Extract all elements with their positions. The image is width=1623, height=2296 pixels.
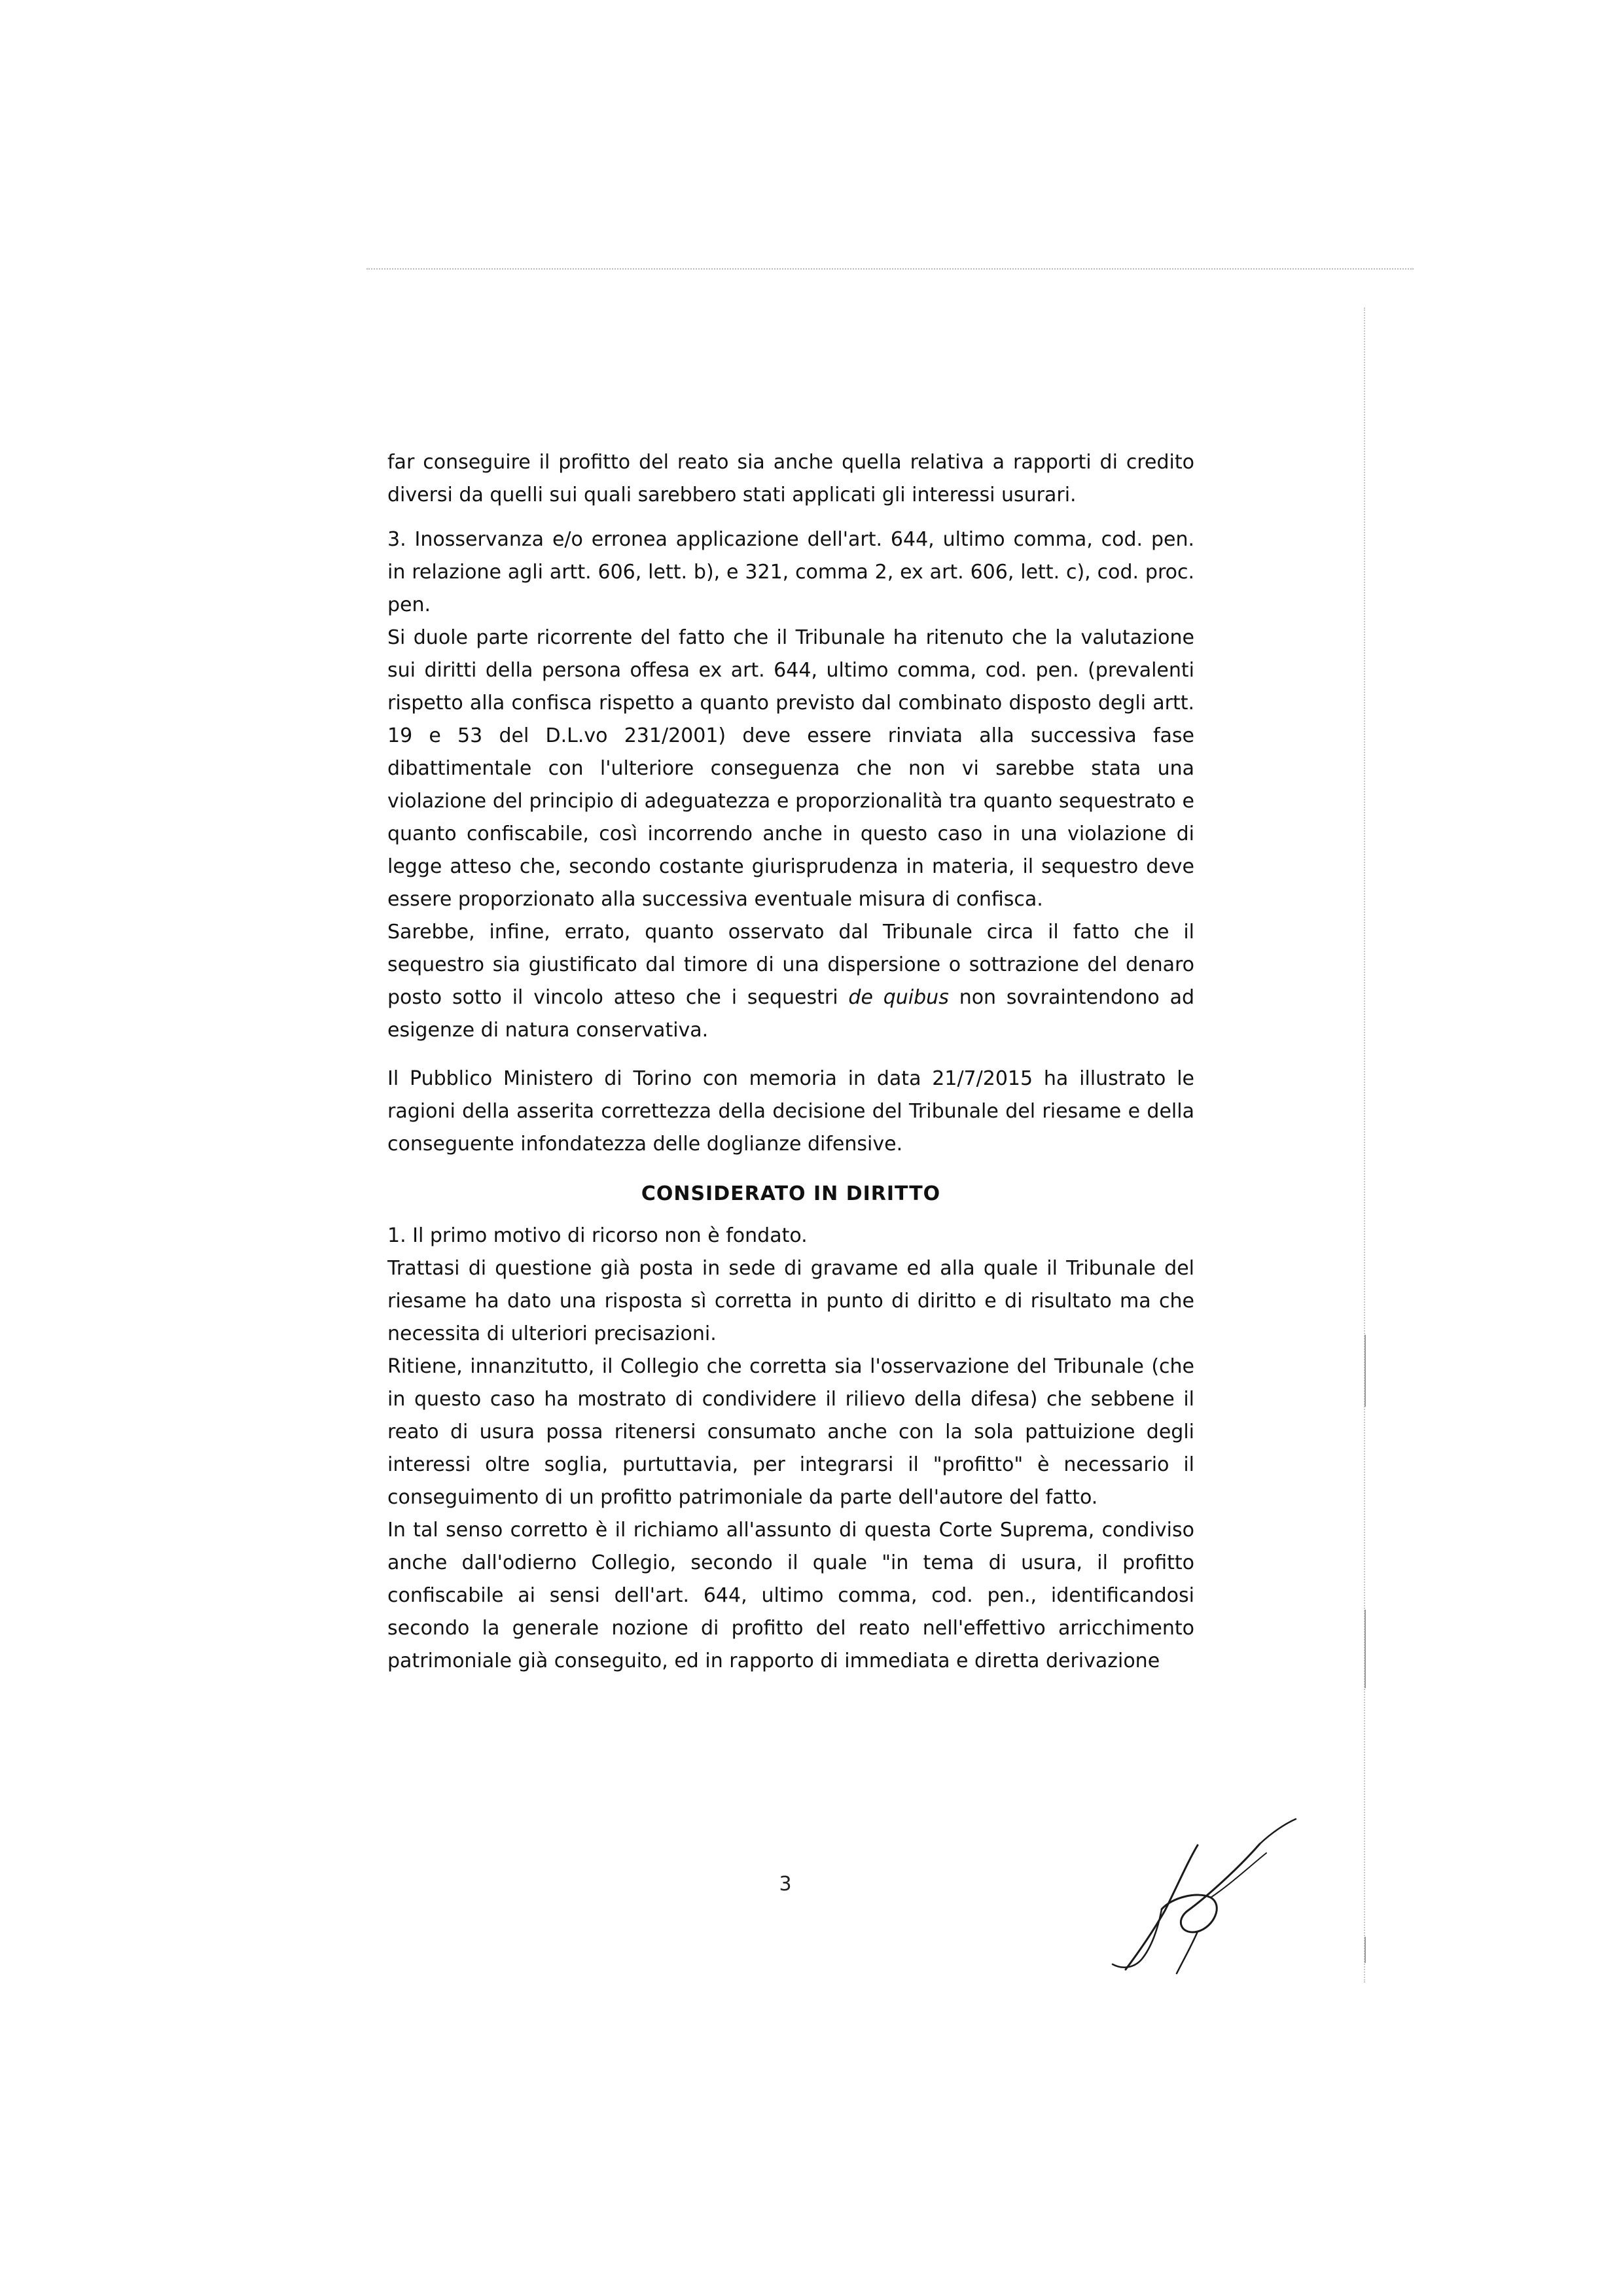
scan-artifact-right-line bbox=[1364, 308, 1365, 1983]
paragraph-ritiene: Ritiene, innanzitutto, il Collegio che corretta sia l'osservazione del Tribunale (che in questo caso ha mostrato di condividere il rilievo della difesa) che sebbene il reato di usura possa ritenersi consumato anche con la sola pattuizione degli interessi oltre soglia, purtuttavia, per integrarsi il "profitto" è necessario il conseguimento di un profitto patrimoniale da parte dell'autore del fatto. bbox=[387, 1355, 1194, 1509]
section-heading: CONSIDERATO IN DIRITTO bbox=[641, 1182, 941, 1205]
paragraph-sarebbe-text-end: non sovraintendono ad esigenze di natura conservativa. bbox=[387, 986, 1194, 1042]
paragraph-sarebbe bbox=[387, 916, 1194, 1047]
handwritten-signature bbox=[1099, 1793, 1309, 1983]
latin-term-de-quibus: de quibus bbox=[848, 986, 949, 1009]
paragraph-si-duole: Si duole parte ricorrente del fatto che il Tribunale ha ritenuto che la valutazione sui diritti della persona offesa ex art. 644, ultimo comma, cod. pen. (prevalenti rispetto alla confisca rispetto a quanto previsto dal combinato disposto degli artt. 19 e 53 del D.L.vo 231/2001) deve essere rinviata alla successiva fase dibattimentale con l'ulteriore conseguenza che non vi sarebbe stata una violazione del principio di adeguatezza e proporzionalità tra quanto sequestrato e quanto confiscabile, così incorrendo anche in questo caso in una violazione di legge atteso che, secondo costante giurisprudenza in materia, il sequestro deve essere proporzionato alla successiva eventuale misura di confisca. bbox=[387, 626, 1194, 911]
paragraph-pubblico-ministero: Il Pubblico Ministero di Torino con memoria in data 21/7/2015 ha illustrato le ragioni della asserita correttezza della decisione del Tribunale del riesame e della conseguente infondatezza delle doglianze difensive. bbox=[387, 1067, 1194, 1156]
paragraph-sarebbe-text: Sarebbe, infine, errato, quanto osservato dal Tribunale circa il fatto che il sequestro sia giustificato dal timore di una dispersione o sottrazione del denaro posto sotto il vincolo atteso che i sequestri bbox=[387, 921, 1194, 1009]
paragraph-motivo-3-title: 3. Inosservanza e/o erronea applicazione dell'art. 644, ultimo comma, cod. pen. in relazione agli artt. 606, lett. b), e 321, comma 2, ex art. 606, lett. c), cod. proc. pen. bbox=[387, 528, 1194, 616]
scan-artifact-tick bbox=[1364, 1335, 1366, 1407]
scan-artifact-top-line bbox=[366, 268, 1414, 270]
paragraph-primo-motivo: 1. Il primo motivo di ricorso non è fondato. bbox=[387, 1224, 808, 1247]
scan-artifact-tick bbox=[1364, 1937, 1366, 1963]
document-body bbox=[387, 446, 1194, 1678]
paragraph-trattasi: Trattasi di questione già posta in sede di gravame ed alla quale il Tribunale del riesame ha dato una risposta sì corretta in punto di diritto e di risultato ma che necessita di ulteriori precisazioni. bbox=[387, 1257, 1194, 1345]
page-number: 3 bbox=[779, 1873, 792, 1896]
paragraph-profitto-continuation: far conseguire il profitto del reato sia anche quella relativa a rapporti di credito diversi da quelli sui quali sarebbero stati applicati gli interessi usurari. bbox=[387, 451, 1194, 506]
scan-artifact-tick bbox=[1364, 1610, 1366, 1688]
paragraph-in-tal-senso: In tal senso corretto è il richiamo all'assunto di questa Corte Suprema, condiviso anche dall'odierno Collegio, secondo il quale "in tema di usura, il profitto confiscabile ai sensi dell'art. 644, ultimo comma, cod. pen., identificandosi secondo la generale nozione di profitto del reato nell'effettivo arricchimento patrimoniale già conseguito, ed in rapporto di immediata e diretta derivazione bbox=[387, 1519, 1194, 1672]
